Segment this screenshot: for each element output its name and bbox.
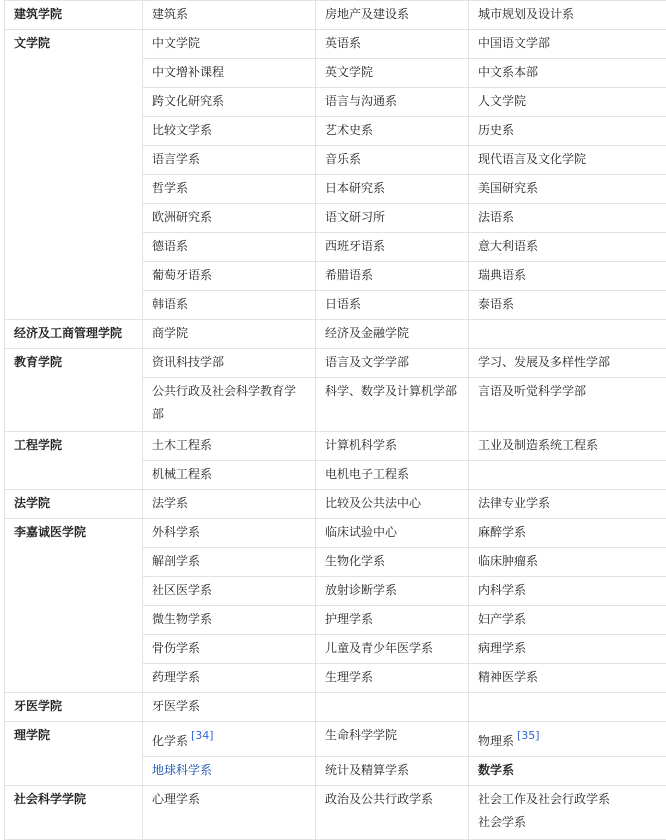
school-name-education: 教育学院 [5, 349, 143, 432]
earth-sciences-link[interactable]: 地球科学系 [152, 763, 212, 777]
school-name-arts: 文学院 [5, 30, 143, 320]
department-cell [469, 461, 666, 490]
reference-link[interactable]: [35] [517, 729, 540, 742]
department-cell: 统计及精算学系 [316, 757, 469, 786]
department-cell: 机械工程系 [143, 461, 316, 490]
department-cell: 数学系 [469, 757, 666, 786]
department-cell: 哲学系 [143, 175, 316, 204]
department-cell: 跨文化研究系 [143, 88, 316, 117]
department-cell: 外科学系 [143, 519, 316, 548]
department-cell: 商学院 [143, 320, 316, 349]
department-cell: 公共行政及社会科学教育学部 [143, 378, 316, 432]
school-name-architecture: 建筑学院 [5, 1, 143, 30]
department-cell: 语言与沟通系 [316, 88, 469, 117]
department-cell: 艺术史系 [316, 117, 469, 146]
department-cell: 英语系 [316, 30, 469, 59]
department-cell: 骨伤学系 [143, 635, 316, 664]
department-cell: 社区医学系 [143, 577, 316, 606]
department-cell: 中文系本部 [469, 59, 666, 88]
department-name: 社会学系 [478, 811, 658, 834]
school-name-engineering: 工程学院 [5, 432, 143, 490]
department-name: 物理系 [478, 734, 514, 748]
department-cell: 放射诊断学系 [316, 577, 469, 606]
department-cell: 精神医学系 [469, 664, 666, 693]
department-cell: 语言及文学学部 [316, 349, 469, 378]
department-cell: 临床肿瘤系 [469, 548, 666, 577]
school-name-science: 理学院 [5, 722, 143, 786]
department-cell: 麻醉学系 [469, 519, 666, 548]
department-cell: 法律专业学系 [469, 490, 666, 519]
department-cell: 德语系 [143, 233, 316, 262]
department-cell: 临床试验中心 [316, 519, 469, 548]
table-row [5, 432, 666, 461]
department-cell: 中文学院 [143, 30, 316, 59]
faculty-table [4, 0, 666, 840]
department-cell: 计算机科学系 [316, 432, 469, 461]
table-row [5, 490, 666, 519]
department-cell: 护理学系 [316, 606, 469, 635]
department-cell: 美国研究系 [469, 175, 666, 204]
department-cell: 瑞典语系 [469, 262, 666, 291]
school-name-medicine: 李嘉诚医学院 [5, 519, 143, 693]
department-cell: 言语及听觉科学学部 [469, 378, 666, 432]
department-cell: 经济及金融学院 [316, 320, 469, 349]
school-name-dentistry: 牙医学院 [5, 693, 143, 722]
department-cell [469, 693, 666, 722]
department-cell: 历史系 [469, 117, 666, 146]
department-cell: 语文研习所 [316, 204, 469, 233]
department-cell: 人文学院 [469, 88, 666, 117]
department-cell: 儿童及青少年医学系 [316, 635, 469, 664]
school-name-business: 经济及工商管理学院 [5, 320, 143, 349]
department-cell: 中文增补课程 [143, 59, 316, 88]
department-cell: 城市规划及设计系 [469, 1, 666, 30]
department-cell: 工业及制造系统工程系 [469, 432, 666, 461]
department-cell: 中国语文学部 [469, 30, 666, 59]
department-cell: 日语系 [316, 291, 469, 320]
table-row [5, 320, 666, 349]
department-cell [469, 320, 666, 349]
department-cell: 病理学系 [469, 635, 666, 664]
department-cell: 生物化学系 [316, 548, 469, 577]
department-cell: 建筑系 [143, 1, 316, 30]
department-cell: 西班牙语系 [316, 233, 469, 262]
department-cell: 电机电子工程系 [316, 461, 469, 490]
department-cell [469, 786, 666, 840]
department-cell: 意大利语系 [469, 233, 666, 262]
department-cell [143, 757, 316, 786]
table-row [5, 30, 666, 59]
department-cell: 泰语系 [469, 291, 666, 320]
department-cell: 法学系 [143, 490, 316, 519]
department-cell: 英文学院 [316, 59, 469, 88]
department-cell: 土木工程系 [143, 432, 316, 461]
department-cell: 音乐系 [316, 146, 469, 175]
school-name-social-sciences: 社会科学学院 [5, 786, 143, 840]
department-cell: 葡萄牙语系 [143, 262, 316, 291]
department-cell [143, 722, 316, 757]
department-cell: 解剖学系 [143, 548, 316, 577]
department-cell: 生理学系 [316, 664, 469, 693]
department-cell: 学习、发展及多样性学部 [469, 349, 666, 378]
department-cell: 生命科学学院 [316, 722, 469, 757]
department-cell: 语言学系 [143, 146, 316, 175]
department-cell: 法语系 [469, 204, 666, 233]
table-row [5, 519, 666, 548]
department-cell: 房地产及建设系 [316, 1, 469, 30]
department-cell: 韩语系 [143, 291, 316, 320]
department-cell: 妇产学系 [469, 606, 666, 635]
department-cell [469, 722, 666, 757]
department-cell: 政治及公共行政学系 [316, 786, 469, 840]
table-row [5, 1, 666, 30]
table-row [5, 349, 666, 378]
department-cell: 药理学系 [143, 664, 316, 693]
school-name-law: 法学院 [5, 490, 143, 519]
department-cell: 微生物学系 [143, 606, 316, 635]
department-cell: 科学、数学及计算机学部 [316, 378, 469, 432]
department-cell: 牙医学系 [143, 693, 316, 722]
reference-link[interactable]: [34] [191, 729, 214, 742]
department-cell: 日本研究系 [316, 175, 469, 204]
department-cell: 比较文学系 [143, 117, 316, 146]
department-cell: 内科学系 [469, 577, 666, 606]
department-cell: 资讯科技学部 [143, 349, 316, 378]
department-cell: 比较及公共法中心 [316, 490, 469, 519]
department-name: 化学系 [152, 734, 188, 748]
table-row [5, 786, 666, 840]
department-cell: 心理学系 [143, 786, 316, 840]
department-cell: 希腊语系 [316, 262, 469, 291]
department-cell: 欧洲研究系 [143, 204, 316, 233]
department-name: 社会工作及社会行政学系 [478, 788, 658, 811]
table-row [5, 722, 666, 757]
table-row [5, 693, 666, 722]
department-cell [316, 693, 469, 722]
department-cell: 现代语言及文化学院 [469, 146, 666, 175]
